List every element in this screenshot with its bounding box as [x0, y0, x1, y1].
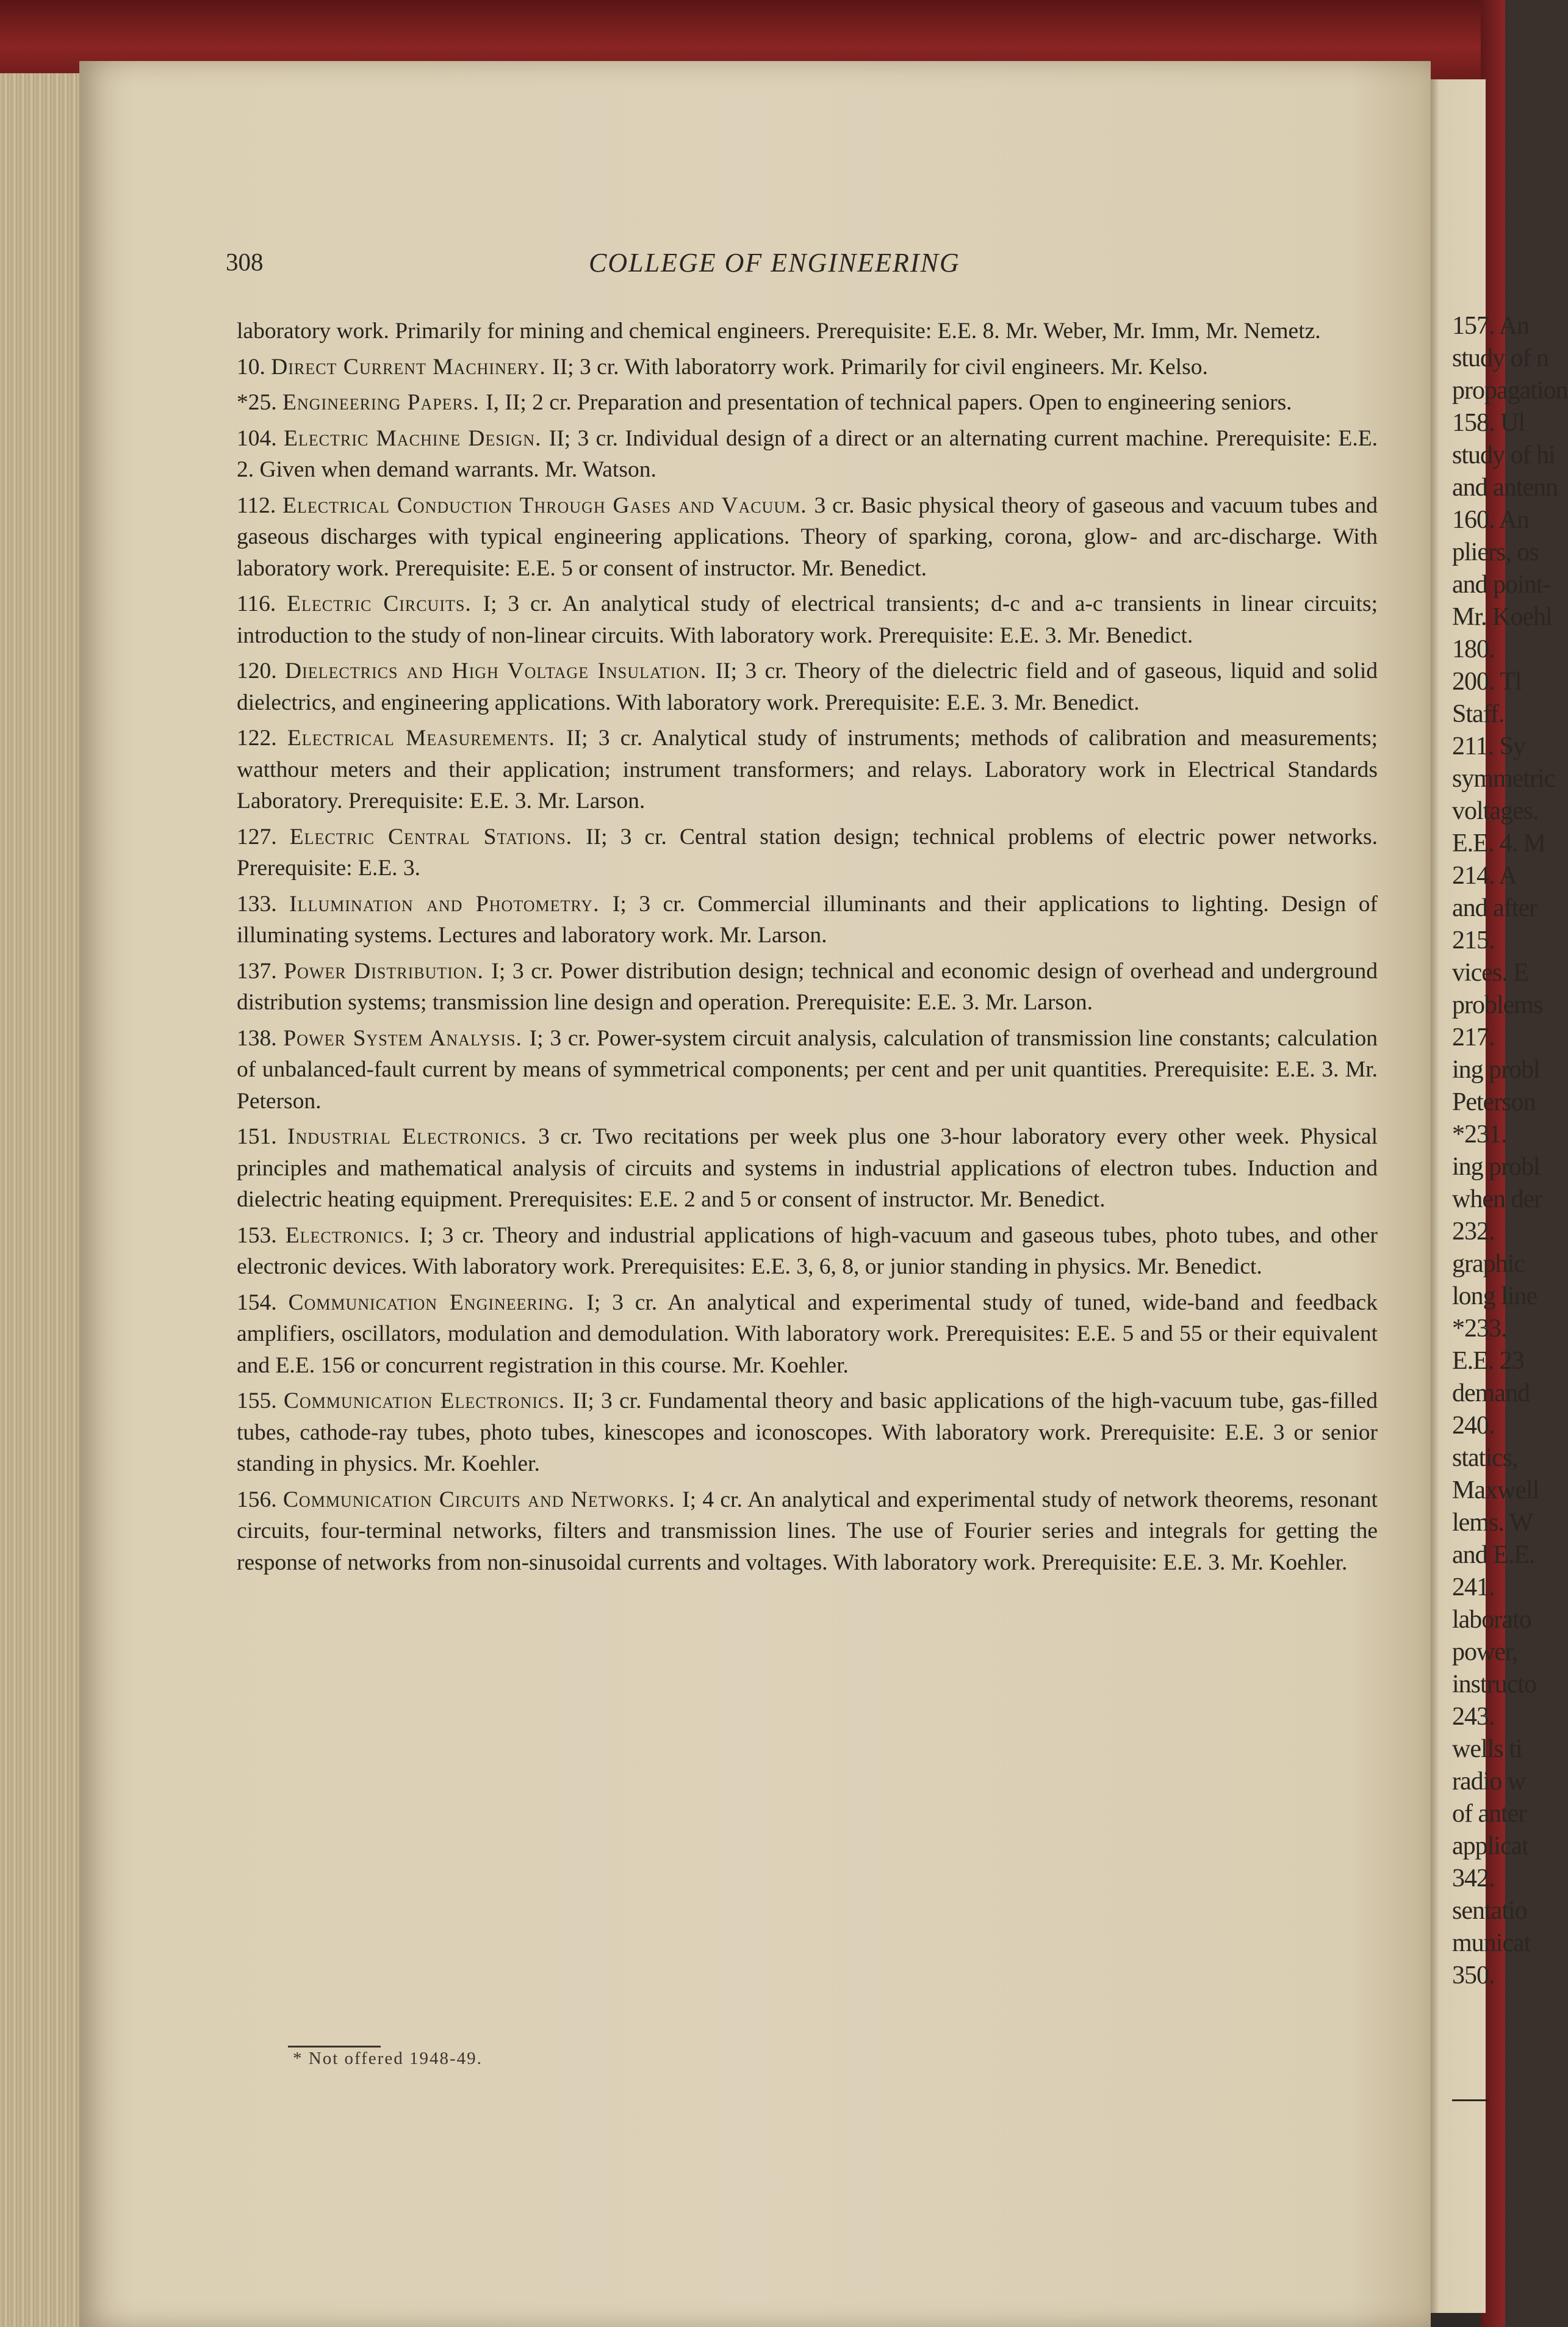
course-entry	[237, 588, 1378, 651]
facing-page-fragment: and E.E.	[1452, 1541, 1535, 1569]
facing-page-fragment: 158. Ul	[1452, 409, 1525, 437]
course-description: II; 3 cr. Individual design of a direct or an alternating current machine. Prerequisite: E.E. 2. Given when demand warrants. Mr. Watson.	[237, 425, 1378, 482]
facing-page-fragment: statics,	[1452, 1444, 1518, 1472]
facing-page-fragment: of anter	[1452, 1800, 1527, 1828]
facing-page-fragment: applicat	[1452, 1832, 1528, 1860]
page-number: 308	[226, 248, 264, 276]
facing-page-fragment: 214. A	[1452, 862, 1517, 890]
course-number: 137.	[237, 958, 284, 984]
facing-page-fragment: 350.	[1452, 1961, 1495, 1990]
course-number: 133.	[237, 891, 290, 917]
course-description: I; 3 cr. An analytical and experimental study of tuned, wide-band and feedback amplifiers, oscillators, modulation and demodulation. With laboratory work. Prerequisites: E.E. 5 and 55 or their equivalent and E.E. 156 or concurrent registration in this course. Mr. Koehler.	[237, 1290, 1378, 1378]
course-title: Engineering Papers.	[282, 390, 486, 415]
course-entry	[237, 1287, 1378, 1382]
course-number: 116.	[237, 591, 287, 616]
facing-page-fragment: laborato	[1452, 1606, 1531, 1634]
facing-page-fragment: Mr. Koehl	[1452, 603, 1552, 631]
course-entry	[237, 1023, 1378, 1117]
course-number: 10.	[237, 354, 272, 380]
course-number: 156.	[237, 1487, 283, 1512]
course-entry	[237, 821, 1378, 884]
course-title: Dielectrics and High Voltage Insulation.	[285, 658, 716, 684]
facing-page-fragment: 243.	[1452, 1703, 1495, 1731]
course-description: I, II; 2 cr. Preparation and presentation of technical papers. Open to engineering seniors.	[486, 390, 1292, 415]
course-number: 155.	[237, 1388, 284, 1413]
facing-page-fragment: wells ti	[1452, 1735, 1522, 1763]
course-number: 154.	[237, 1290, 289, 1315]
course-entry	[237, 1385, 1378, 1480]
course-list	[237, 316, 1378, 1582]
facing-page-fragment: 342.	[1452, 1864, 1495, 1892]
facing-page-fragment: problems	[1452, 991, 1543, 1019]
facing-page-fragment: study of n	[1452, 344, 1548, 372]
footnote: * Not offered 1948-49.	[293, 2049, 483, 2068]
facing-page-fragment: E.E. 23	[1452, 1347, 1524, 1375]
course-description: I; 4 cr. An analytical and experimental study of network theorems, resonant circuits, four-terminal networks, filters and transmission lines. The use of Fourier series and integrals for getting the response of networks from non-sinusoidal currents and voltages. With laboratory work. Prerequisite: E.E. 3. Mr. Koehler.	[237, 1487, 1378, 1575]
course-number: 138.	[237, 1025, 284, 1051]
course-description: II; 3 cr. Fundamental theory and basic applications of the high-vacuum tube, gas-filled tubes, cathode-ray tubes, photo tubes, kinescopes and iconoscopes. With laboratory work. Prerequisite: E.E. 3 or senior standing in physics. Mr. Koehler.	[237, 1388, 1378, 1476]
facing-page-fragment: pliers, os	[1452, 538, 1539, 566]
facing-page-fragment: Peterson	[1452, 1088, 1536, 1116]
course-number: 120.	[237, 658, 286, 684]
course-number: *25.	[237, 390, 282, 415]
facing-page-fragment: demand	[1452, 1379, 1530, 1407]
facing-page-fragment: vices. E	[1452, 959, 1528, 987]
course-description: I; 3 cr. Commercial illuminants and their applications to lighting. Design of illuminating systems. Lectures and laboratory work. Mr. Larson.	[237, 891, 1378, 948]
course-number: 104.	[237, 425, 284, 451]
course-title: Electrical Conduction Through Gases and Vacuum.	[282, 492, 815, 518]
facing-page-fragment: 232.	[1452, 1218, 1495, 1246]
course-number: 122.	[237, 726, 287, 751]
running-head: COLLEGE OF ENGINEERING	[589, 248, 960, 278]
course-title: Electric Machine Design.	[283, 425, 549, 451]
course-number: 112.	[237, 492, 283, 518]
course-entry	[237, 1484, 1378, 1579]
page-header	[226, 247, 1019, 284]
facing-page-fragment: 217.	[1452, 1023, 1495, 1052]
facing-page-fragment: 180.	[1452, 635, 1495, 663]
course-entry	[237, 723, 1378, 817]
facing-page-fragment: 200. Tl	[1452, 668, 1522, 696]
course-description: 3 cr. Basic physical theory of gaseous and vacuum tubes and gaseous discharges with typical engineering applications. Theory of sparking, corona, glow- and arc-discharge. With laboratory work. Prerequisite: E.E. 5 or consent of instructor. Mr. Benedict.	[237, 492, 1378, 581]
course-description: II; 3 cr. With laboratorry work. Primarily for civil engineers. Mr. Kelso.	[552, 354, 1208, 380]
course-number: 151.	[237, 1124, 287, 1149]
facing-page-fragment: Staff.	[1452, 700, 1505, 728]
course-number: 127.	[237, 824, 290, 850]
facing-page-fragment: and point-	[1452, 571, 1551, 599]
course-title: Direct Current Machinery.	[271, 354, 553, 380]
facing-page-fragment: and after	[1452, 894, 1537, 922]
facing-page-fragment: instructo	[1452, 1670, 1536, 1698]
facing-page-fragment: sentatio	[1452, 1897, 1527, 1925]
course-title: Illumination and Photometry.	[289, 891, 613, 917]
facing-page-fragment: ing probl	[1452, 1153, 1540, 1181]
footnote-rule	[288, 2046, 381, 2047]
course-description: I; 3 cr. Theory and industrial applications of high-vacuum and gaseous tubes, photo tubes, and other electronic devices. With laboratory work. Prerequisites: E.E. 3, 6, 8, or junior standing in physics. Mr. Benedict.	[237, 1222, 1378, 1279]
facing-page-fragment: lems. W	[1452, 1509, 1533, 1537]
course-entry	[237, 490, 1378, 585]
course-title: Power System Analysis.	[283, 1025, 530, 1051]
course-title: Industrial Electronics.	[287, 1124, 539, 1149]
facing-page-fragment: radio w	[1452, 1767, 1526, 1795]
facing-page-fragment: 160. An	[1452, 506, 1530, 534]
facing-page-fragment: symmetric	[1452, 765, 1555, 793]
course-entry	[237, 423, 1378, 486]
course-entry	[237, 956, 1378, 1019]
facing-page-fragment: ing probl	[1452, 1056, 1540, 1084]
facing-page-fragment: *233.	[1452, 1315, 1507, 1343]
facing-page-fragment: 157. An	[1452, 312, 1530, 340]
facing-page-fragment: long line	[1452, 1282, 1537, 1310]
course-title: Communication Engineering.	[288, 1290, 587, 1315]
facing-page-fragment: power,	[1452, 1638, 1518, 1666]
course-title: Power Distribution.	[284, 958, 492, 984]
facing-page-fragment: and antenn	[1452, 474, 1558, 502]
course-entry	[237, 1220, 1378, 1283]
course-entry	[237, 1121, 1378, 1216]
facing-page-fragment: Maxwell	[1452, 1476, 1539, 1504]
course-description: I; 3 cr. Power distribution design; technical and economic design of overhead and underground distribution systems; transmission line design and operation. Prerequisite: E.E. 3. Mr. Larson.	[237, 958, 1378, 1015]
facing-page	[1428, 79, 1568, 2313]
course-title: Electric Central Stations.	[289, 824, 586, 850]
facing-page-fragment: 211. Sy	[1452, 732, 1525, 760]
facing-page-fragment: 215.	[1452, 926, 1495, 954]
facing-page-fragment: graphic	[1452, 1250, 1525, 1278]
facing-page-fragment: *231.	[1452, 1120, 1507, 1149]
course-title: Electrical Measurements.	[287, 726, 567, 751]
course-entry	[237, 889, 1378, 951]
course-title: Electronics.	[285, 1222, 420, 1248]
course-entry	[237, 387, 1378, 419]
facing-page-fragment: 241.	[1452, 1573, 1495, 1601]
course-number: 153.	[237, 1222, 286, 1248]
course-description: I; 3 cr. Power-system circuit analysis, calculation of transmission line constants; calculation of unbalanced-fault current by means of symmetrical components; per cent and per unit quantities. Prerequisite: E.E. 3. Mr. Peterson.	[237, 1025, 1378, 1114]
facing-page-fragment: when der	[1452, 1185, 1542, 1213]
page-edges	[0, 73, 85, 2327]
facing-page-fragment: study of hi	[1452, 441, 1555, 469]
facing-page-fragment: 240.	[1452, 1412, 1495, 1440]
course-entry	[237, 352, 1378, 383]
course-title: Communication Electronics.	[283, 1388, 573, 1413]
facing-page-fragment: E.E. 4. M	[1452, 829, 1546, 857]
course-description: laboratory work. Primarily for mining and chemical engineers. Prerequisite: E.E. 8. Mr. Weber, Mr. Imm, Mr. Nemetz.	[237, 319, 1321, 344]
course-title: Electric Circuits.	[287, 591, 483, 616]
facing-page-rule	[1452, 2099, 1489, 2101]
continued-entry	[237, 316, 1378, 347]
facing-page-fragment: voltages.	[1452, 797, 1539, 825]
facing-page-fragment: municat	[1452, 1929, 1531, 1957]
course-description: II; 3 cr. Central station design; technical problems of electric power networks. Prerequisite: E.E. 3.	[237, 824, 1378, 881]
course-description: I; 3 cr. An analytical study of electrical transients; d-c and a-c transients in linear circuits; introduction to the study of non-linear circuits. With laboratory work. Prerequisite: E.E. 3. Mr. Benedict.	[237, 591, 1378, 648]
facing-page-fragment: propagation	[1452, 377, 1568, 405]
course-title: Communication Circuits and Networks.	[282, 1487, 683, 1512]
course-description: II; 3 cr. Theory of the dielectric field and of gaseous, liquid and solid dielectrics, and engineering applications. With laboratory work. Prerequisite: E.E. 3. Mr. Benedict.	[237, 658, 1378, 715]
course-entry	[237, 655, 1378, 718]
course-description: II; 3 cr. Analytical study of instruments; methods of calibration and measurements; watthour meters and their application; instrument transformers; and relays. Laboratory work in Electrical Standards Laboratory. Prerequisite: E.E. 3. Mr. Larson.	[237, 726, 1378, 814]
course-description: 3 cr. Two recitations per week plus one 3-hour laboratory every other week. Physical principles and mathematical analysis of circuits and systems in industrial applications of electron tubes. Induction and dielectric heating equipment. Prerequisites: E.E. 2 and 5 or consent of instructor. Mr. Benedict.	[237, 1124, 1378, 1212]
